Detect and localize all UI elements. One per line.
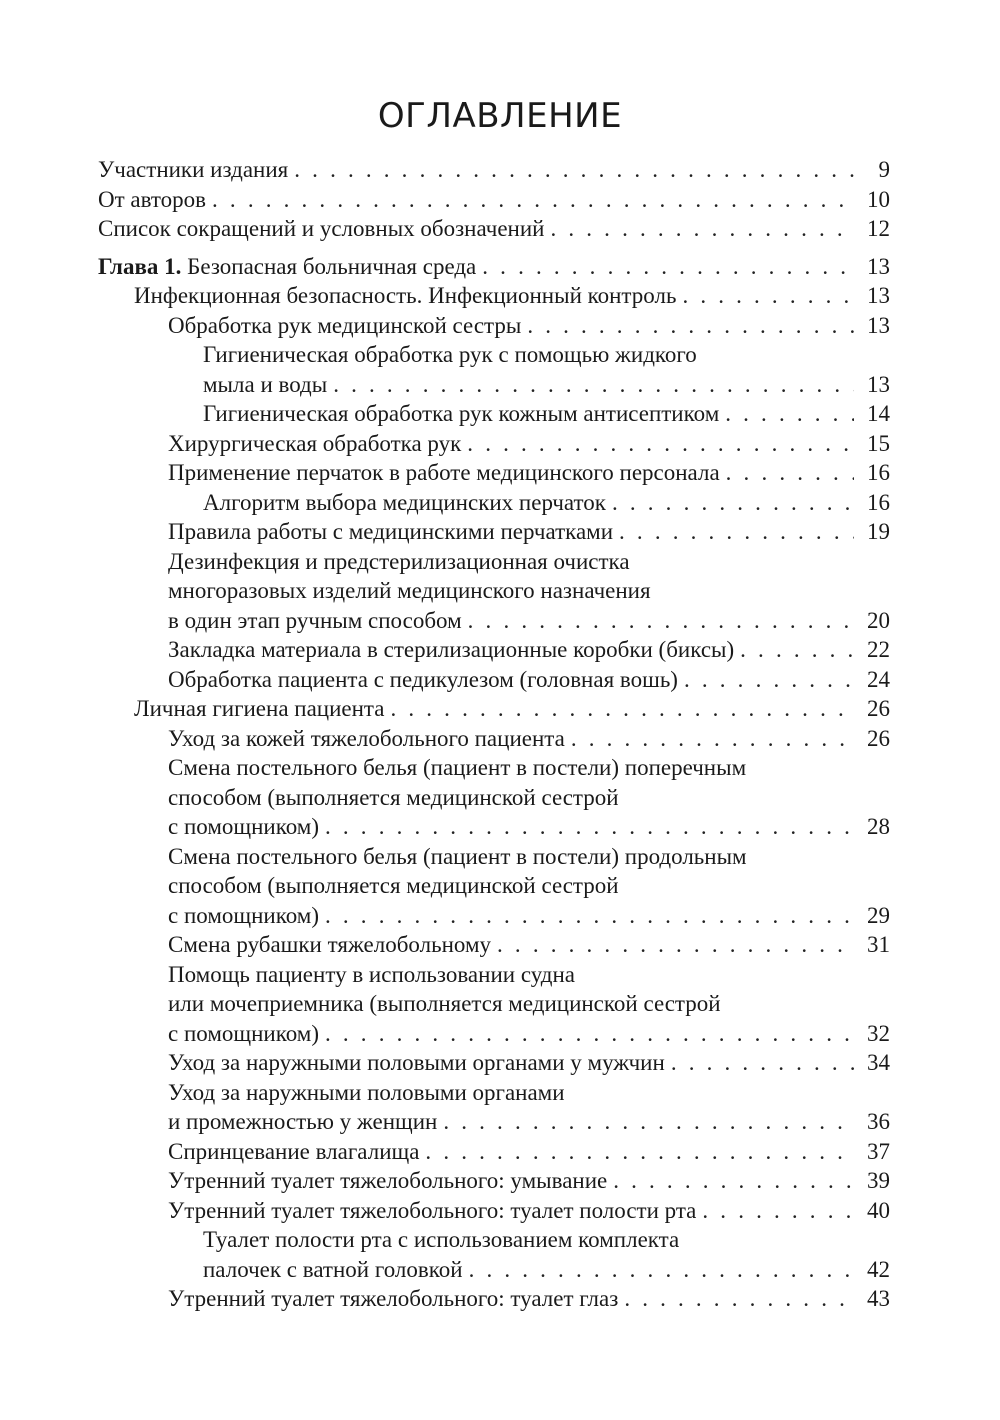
dot-leader	[461, 429, 854, 459]
toc-entry[interactable]	[98, 1196, 890, 1226]
page-number: 19	[867, 519, 890, 544]
toc-entry-line	[168, 871, 890, 901]
toc-entry-title: с помощником)	[168, 902, 319, 928]
toc-entry-text	[168, 606, 462, 636]
toc-entry-title: мыла и воды	[203, 371, 328, 397]
dot-leader	[544, 214, 854, 244]
toc-entry-text	[168, 755, 746, 780]
toc-entry-title: многоразовых изделий медицинского назначения	[168, 578, 651, 603]
toc-entry-title: Список сокращений и условных обозначений	[98, 216, 545, 241]
toc-entry[interactable]	[98, 281, 890, 311]
toc-entry-title: Спринцевание влагалища	[168, 1138, 420, 1164]
toc-entry-line	[98, 214, 890, 244]
toc-entry[interactable]	[98, 1137, 890, 1167]
toc-entry-text	[168, 1137, 419, 1167]
toc-entry-title: Обработка рук медицинской сестры	[168, 312, 522, 338]
toc-entry-text	[98, 214, 544, 244]
toc-entry[interactable]	[98, 399, 890, 429]
toc-entry-text	[203, 370, 327, 400]
toc-entry-line	[203, 399, 890, 429]
toc-entry[interactable]	[98, 930, 890, 960]
toc-entry-text	[168, 812, 319, 842]
toc-entry-text	[203, 342, 697, 367]
toc-entry-title: Хирургическая обработка рук	[168, 430, 462, 456]
toc-entry[interactable]	[98, 1166, 890, 1196]
toc-entry-text	[168, 991, 721, 1016]
toc-entry-text	[168, 724, 565, 754]
page-number: 32	[867, 1020, 890, 1046]
dot-leader	[565, 724, 854, 754]
toc-entry-text	[168, 1166, 607, 1196]
toc-entry-line	[168, 606, 890, 636]
toc-entry-text	[203, 1227, 679, 1252]
toc-entry-line	[168, 724, 890, 754]
toc-entry-title: или мочеприемника (выполняется медицинской сестрой	[168, 991, 721, 1016]
toc-entry[interactable]	[98, 1048, 890, 1078]
toc-entry-line	[203, 488, 890, 518]
chapter-label: Глава 1.	[98, 253, 182, 279]
toc-entry-title: Правила работы с медицинскими перчатками	[168, 519, 614, 544]
toc-entry[interactable]	[98, 252, 890, 282]
toc-entry-line	[98, 252, 890, 282]
dot-leader	[476, 252, 854, 282]
dot-leader	[288, 155, 854, 185]
toc-entry-line	[168, 1078, 890, 1108]
page-number: 13	[867, 253, 890, 279]
toc-entry-text	[168, 962, 575, 987]
page-number: 26	[867, 696, 890, 721]
page-number: 40	[867, 1197, 890, 1223]
toc-entry[interactable]	[98, 635, 890, 665]
toc-entry-line	[168, 576, 890, 606]
dot-leader	[319, 1019, 854, 1049]
toc-entry-title: Закладка материала в стерилизационные коробки (биксы)	[168, 637, 735, 662]
toc-entry-text	[168, 1107, 437, 1137]
page-number: 22	[867, 637, 890, 662]
toc-entry-line	[168, 1166, 890, 1196]
page-number: 34	[867, 1050, 890, 1075]
dot-leader	[462, 606, 854, 636]
page-number: 9	[878, 157, 890, 182]
page-number: 31	[867, 932, 890, 957]
toc-entry-title: способом (выполняется медицинской сестрой	[168, 873, 619, 898]
toc-entry-line	[168, 1107, 890, 1137]
toc-entry-text	[168, 1080, 565, 1105]
dot-leader	[319, 812, 854, 842]
toc-entry-text	[168, 578, 651, 603]
toc-entry-title: Участники издания	[98, 157, 289, 182]
page-number: 24	[867, 666, 890, 692]
toc-entry-line	[168, 960, 890, 990]
toc-entry[interactable]	[98, 1225, 890, 1284]
toc-entry[interactable]	[98, 340, 890, 399]
toc-entry-title: Утренний туалет тяжелобольного: умывание	[168, 1168, 608, 1193]
dot-leader	[720, 458, 854, 488]
toc-entry-line	[168, 812, 890, 842]
page-number: 39	[867, 1168, 890, 1193]
dot-leader	[606, 488, 854, 518]
toc-entry-title: Обработка пациента с педикулезом (головная вошь)	[168, 666, 678, 692]
toc-entry[interactable]	[98, 458, 890, 488]
toc-entry-line	[168, 429, 890, 459]
toc-entry-line	[168, 930, 890, 960]
toc-entry-title: способом (выполняется медицинской сестрой	[168, 784, 619, 810]
toc-entry-text	[98, 155, 288, 185]
toc-entry-line	[168, 547, 890, 577]
toc-entry-title: Дезинфекция и предстерилизационная очистка	[168, 548, 630, 574]
toc-entry[interactable]	[98, 960, 890, 1049]
toc-entry-text	[134, 694, 384, 724]
toc-entry-title: Смена рубашки тяжелобольному	[168, 932, 492, 957]
toc-entry-line	[168, 1284, 890, 1314]
dot-leader	[665, 1048, 854, 1078]
toc-entry-title: палочек с ватной головкой	[203, 1256, 463, 1282]
toc-entry-line	[168, 635, 890, 665]
toc-entry[interactable]	[98, 753, 890, 842]
page-number: 10	[867, 186, 890, 212]
page-number: 26	[867, 725, 890, 751]
dot-leader	[206, 185, 854, 215]
dot-leader	[384, 694, 854, 724]
toc-entry-line	[203, 370, 890, 400]
page-number: 16	[867, 460, 890, 485]
dot-leader	[613, 517, 854, 547]
toc-entry[interactable]	[98, 665, 890, 695]
toc-entry-title: Уход за кожей тяжелобольного пациента	[168, 725, 565, 751]
table-of-contents	[98, 155, 890, 1314]
dot-leader	[696, 1196, 854, 1226]
toc-entry-title: Безопасная больничная среда	[187, 253, 477, 279]
toc-entry[interactable]	[98, 429, 890, 459]
dot-leader	[618, 1284, 854, 1314]
toc-entry-title: Личная гигиена пациента	[134, 696, 385, 721]
toc-entry[interactable]	[98, 547, 890, 636]
toc-entry-line	[168, 517, 890, 547]
toc-entry-text	[168, 873, 619, 898]
page-number: 20	[867, 607, 890, 633]
toc-entry-title: От авторов	[98, 186, 207, 212]
toc-entry-line	[168, 458, 890, 488]
toc-entry-title: в один этап ручным способом	[168, 607, 462, 633]
toc-entry-title: Помощь пациенту в использовании судна	[168, 961, 575, 987]
toc-entry-title: Утренний туалет тяжелобольного: туалет полости рта	[168, 1197, 697, 1223]
dot-leader	[463, 1255, 854, 1285]
toc-entry[interactable]	[98, 155, 890, 185]
toc-entry[interactable]	[98, 517, 890, 547]
dot-leader	[327, 370, 854, 400]
toc-entry-line	[168, 783, 890, 813]
dot-leader	[419, 1137, 854, 1167]
toc-entry-text	[168, 1284, 618, 1314]
dot-leader	[521, 311, 854, 341]
toc-entry-title: с помощником)	[168, 814, 319, 839]
toc-entry-text	[168, 311, 521, 341]
toc-entry-title: Смена постельного белья (пациент в постели) поперечным	[168, 755, 747, 780]
toc-entry-line	[168, 665, 890, 695]
toc-entry-title: Гигиеническая обработка рук кожным антисептиком	[203, 401, 720, 426]
dot-leader	[676, 281, 854, 311]
page-number: 13	[867, 371, 890, 397]
toc-entry-title: Смена постельного белья (пациент в постели) продольным	[168, 843, 747, 869]
toc-entry-text	[168, 429, 461, 459]
toc-entry-line	[168, 1019, 890, 1049]
dot-leader	[678, 665, 854, 695]
toc-entry-title: Алгоритм выбора медицинских перчаток	[203, 489, 606, 515]
dot-leader	[719, 399, 854, 429]
toc-entry[interactable]	[98, 214, 890, 244]
page-number: 12	[867, 216, 890, 241]
page-number: 37	[867, 1138, 890, 1164]
toc-entry[interactable]	[98, 311, 890, 341]
toc-entry-title: Гигиеническая обработка рук с помощью жидкого	[203, 342, 697, 367]
toc-entry-text	[98, 185, 206, 215]
toc-entry-line	[168, 1196, 890, 1226]
toc-entry-line	[168, 989, 890, 1019]
toc-entry-line	[168, 753, 890, 783]
toc-entry-text	[168, 665, 678, 695]
page-number: 16	[867, 489, 890, 515]
toc-entry-text	[168, 901, 319, 931]
toc-entry[interactable]	[98, 1078, 890, 1137]
toc-entry-text	[203, 399, 719, 429]
toc-entry-text	[168, 844, 747, 869]
toc-entry-text	[168, 1019, 319, 1049]
toc-entry-line	[98, 185, 890, 215]
toc-entry-title: Применение перчаток в работе медицинского персонала	[168, 460, 720, 485]
toc-entry-text	[168, 785, 619, 810]
toc-entry[interactable]	[98, 724, 890, 754]
toc-entry-line	[168, 1137, 890, 1167]
toc-entry[interactable]	[98, 842, 890, 931]
toc-entry[interactable]	[98, 185, 890, 215]
page-number: 43	[867, 1286, 890, 1311]
toc-entry-text	[168, 1048, 665, 1078]
toc-entry-text	[203, 1255, 463, 1285]
toc-entry-line	[203, 340, 890, 370]
toc-entry-title: Инфекционная безопасность. Инфекционный контроль	[134, 283, 677, 308]
toc-entry-line	[168, 901, 890, 931]
page-number: 42	[867, 1256, 890, 1282]
toc-entry-title: Утренний туалет тяжелобольного: туалет глаз	[168, 1286, 619, 1311]
page-number: 14	[867, 401, 890, 426]
page-number: 28	[867, 814, 890, 839]
toc-entry-line	[168, 842, 890, 872]
page-number: 29	[867, 902, 890, 928]
toc-entry-line	[203, 1255, 890, 1285]
dot-leader	[491, 930, 854, 960]
toc-entry-text	[98, 252, 476, 282]
page-number: 36	[867, 1109, 890, 1134]
toc-entry-line	[98, 155, 890, 185]
toc-entry-text	[168, 458, 720, 488]
toc-entry-title: и промежностью у женщин	[168, 1109, 438, 1134]
page-number: 15	[867, 430, 890, 456]
toc-entry-line	[134, 281, 890, 311]
toc-entry-text	[168, 1196, 696, 1226]
dot-leader	[734, 635, 854, 665]
dot-leader	[437, 1107, 854, 1137]
toc-entry-line	[203, 1225, 890, 1255]
toc-entry-text	[134, 281, 676, 311]
toc-entry-text	[168, 549, 630, 574]
toc-entry-title: Уход за наружными половыми органами	[168, 1079, 565, 1105]
dot-leader	[319, 901, 854, 931]
toc-entry-title: с помощником)	[168, 1020, 319, 1046]
toc-entry-text	[168, 517, 613, 547]
toc-entry-title: Туалет полости рта с использованием комплекта	[203, 1227, 680, 1252]
toc-entry-text	[203, 488, 606, 518]
toc-entry[interactable]	[98, 488, 890, 518]
toc-entry-text	[168, 635, 734, 665]
toc-entry[interactable]	[98, 694, 890, 724]
page-title: ОГЛАВЛЕНИЕ	[377, 96, 623, 136]
toc-entry-line	[168, 311, 890, 341]
toc-entry-title: Уход за наружными половыми органами у мужчин	[168, 1050, 665, 1075]
dot-leader	[607, 1166, 854, 1196]
page-number: 13	[867, 312, 890, 338]
toc-entry[interactable]	[98, 1284, 890, 1314]
toc-entry-line	[168, 1048, 890, 1078]
toc-entry-line	[134, 694, 890, 724]
page-number: 13	[867, 283, 890, 308]
toc-entry-text	[168, 930, 491, 960]
